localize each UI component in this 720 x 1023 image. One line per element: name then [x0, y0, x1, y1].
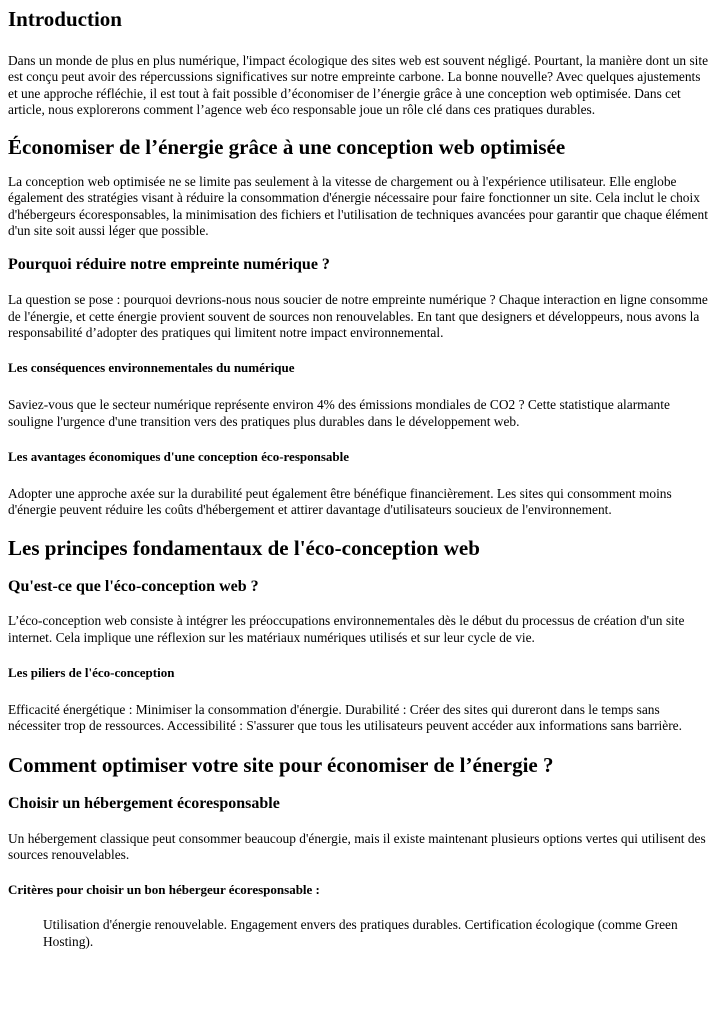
section2-sub1-heading: Qu'est-ce que l'éco-conception web ? — [8, 578, 259, 596]
section3-sub1-heading: Choisir un hébergement écoresponsable — [8, 794, 280, 812]
section1-sub1-paragraph: La question se pose : pourquoi devrions-nous nous soucier de notre empreinte numérique ? Chaque interaction en ligne consomme de l'énergie, et cette énergie provient souvent de sources non renouvelables. En tant que designers et développeurs, nous avons la responsabilité d’adopter des pratiques qui limitent notre impact environnemental. — [8, 292, 708, 340]
section1-heading: Économiser de l’énergie grâce à une conception web optimisée — [8, 135, 566, 160]
section2-sub1-paragraph: L’éco-conception web consiste à intégrer les préoccupations environnementales dès le début du processus de création d'un site internet. Cela implique une réflexion sur les matériaux numériques utilisés et sur leur cycle de vie. — [8, 613, 685, 645]
intro-heading: Introduction — [8, 7, 122, 31]
article — [0, 6, 720, 950]
section1-sub2-paragraph: Saviez-vous que le secteur numérique représente environ 4% des émissions mondiales de CO2 ? Cette statistique alarmante souligne l'urgence d'une transition vers des pratiques plus durables dans le développement web. — [8, 397, 670, 429]
section3-sub2-heading: Critères pour choisir un bon hébergeur écoresponsable : — [8, 882, 320, 898]
section1-sub1-heading: Pourquoi réduire notre empreinte numérique ? — [8, 256, 330, 274]
section1-sub2-heading: Les conséquences environnementales du numérique — [8, 360, 295, 376]
section1-sub3-heading: Les avantages économiques d'une conception éco-responsable — [8, 448, 350, 464]
section3-heading: Comment optimiser votre site pour économiser de l’énergie ? — [8, 752, 554, 777]
section1-paragraph: La conception web optimisée ne se limite pas seulement à la vitesse de chargement ou à l'expérience utilisateur. Elle englobe également des stratégies visant à réduire la consommation d'énergie nécessaire pour faire fonctionner un site. Cela inclut le choix d'hébergeurs écoresponsables, la minimisation des fichiers et l'utilisation de techniques avancées pour garantir que chaque élément d'un site soit aussi léger que possible. — [8, 174, 708, 239]
section2-sub2-heading: Les piliers de l'éco-conception — [8, 665, 175, 681]
section2-heading: Les principes fondamentaux de l'éco-conception web — [8, 536, 480, 561]
section3-criteria-quote: Utilisation d'énergie renouvelable. Engagement envers des pratiques durables. Certification écologique (comme Green Hosting). — [43, 917, 678, 949]
intro-paragraph: Dans un monde de plus en plus numérique, l'impact écologique des sites web est souvent négligé. Pourtant, la manière dont un site est conçu peut avoir des répercussions significatives sur notre empreinte carbone. La bonne nouvelle? Avec quelques ajustements et une approche réfléchie, il est tout à fait possible d’économiser de l’énergie grâce à une conception web optimisée. Dans cet article, nous explorerons comment l’agence web éco responsable joue un rôle clé dans ces pratiques durables. — [8, 53, 709, 117]
section3-sub1-paragraph: Un hébergement classique peut consommer beaucoup d'énergie, mais il existe maintenant plusieurs options vertes qui utilisent des sources renouvelables. — [8, 830, 706, 862]
section2-sub2-paragraph: Efficacité énergétique : Minimiser la consommation d'énergie. Durabilité : Créer des sites qui dureront dans le temps sans nécessiter trop de ressources. Accessibilité : S'assurer que tous les utilisateurs peuvent accéder aux informations sans barrière. — [8, 702, 682, 734]
section1-sub3-paragraph: Adopter une approche axée sur la durabilité peut également être bénéfique financièrement. Les sites qui consomment moins d'énergie peuvent réduire les coûts d'hébergement et attirer davantage d'utilisateurs soucieux de l'environnement. — [8, 485, 672, 518]
